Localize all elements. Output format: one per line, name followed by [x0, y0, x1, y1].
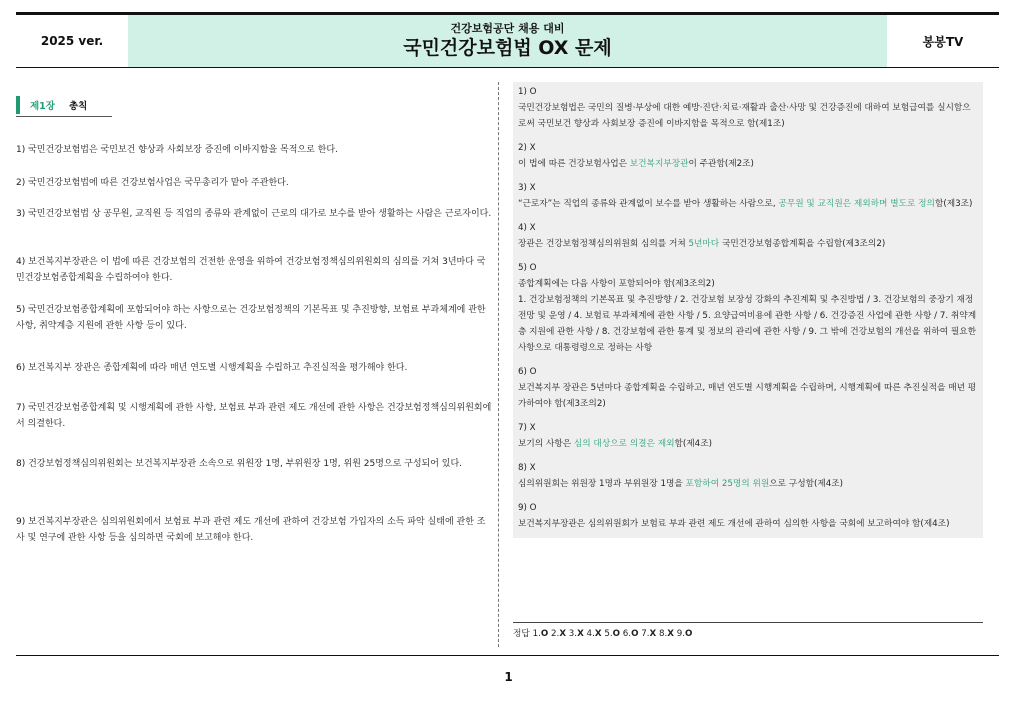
- header-title-block: [128, 15, 887, 67]
- page-title: 국민건강보험법 OX 문제: [403, 37, 612, 59]
- answer-text-tail: 함(제4조): [674, 439, 712, 449]
- page-number: 1: [504, 670, 513, 684]
- question-item: 6) 보건복지부 장관은 종합계획에 따라 매년 연도별 시행계획을 수립하고 추진실적을 평가해야 한다.: [16, 363, 408, 373]
- answer-head: 3) X: [518, 183, 536, 193]
- answer-text-tail: 이 주관함(제2조): [688, 159, 754, 169]
- answer-key-num: 1.: [532, 629, 541, 639]
- answer-key-val: X: [559, 629, 567, 639]
- chapter-underline: [16, 116, 112, 117]
- answer-highlight: 공무원 및 교직원은 제외하며 별도로 정의: [778, 199, 935, 209]
- answer-key-val: O: [631, 629, 639, 639]
- answers-box: [513, 82, 983, 538]
- answer-text: 장관은 건강보험정책심의위원회 심의를 거쳐: [518, 239, 689, 249]
- answer-body: [518, 100, 977, 132]
- answer-key-num: 3.: [568, 629, 578, 639]
- answer-key-label: 정답: [513, 629, 530, 639]
- answer-key-item: [659, 629, 674, 639]
- header-subtitle: 건강보험공단 채용 대비: [450, 22, 565, 35]
- answer-key-val: X: [649, 629, 657, 639]
- chapter-name: 총칙: [68, 101, 88, 112]
- answer-item: [518, 84, 977, 132]
- answer-key-item: [533, 629, 549, 639]
- answer-body: [518, 236, 977, 252]
- answer-item: [518, 500, 977, 532]
- answer-body: [518, 276, 977, 356]
- answer-key-num: 9.: [676, 629, 686, 639]
- answer-text-tail: 국민건강보험종합계획을 수립함(제3조의2): [719, 239, 886, 249]
- answer-text: 보건복지부장관은 심의위원회가 보험료 부과 관련 제도 개선에 관하여 심의한 사항을 국회에 보고하여야 함(제4조): [518, 519, 950, 529]
- answer-head: 8) X: [518, 463, 536, 473]
- answer-body: [518, 516, 977, 532]
- footer-rule: [16, 655, 999, 656]
- answer-key-num: 2.: [551, 629, 560, 639]
- answer-head: 9) O: [518, 503, 537, 513]
- question-item: 1) 국민건강보험법은 국민보건 향상과 사회보장 증진에 이바지함을 목적으로 한다.: [16, 145, 338, 155]
- answer-key-num: 5.: [604, 629, 613, 639]
- answer-key-val: O: [685, 629, 693, 639]
- answer-text: 보건복지부 장관은 5년마다 종합계획을 수립하고, 매년 연도별 시행계획을 수립하며, 시행계획에 따른 추진실적을 매년 평가하여야 함(제3조의2): [518, 383, 977, 409]
- answer-key-item: [569, 629, 584, 639]
- answer-head: 5) O: [518, 263, 537, 273]
- answer-head: 1) O: [518, 87, 537, 97]
- column-divider: [498, 82, 499, 647]
- answer-highlight: 5년마다: [688, 239, 720, 249]
- answer-body: [518, 156, 977, 172]
- chapter-number: 제1장: [30, 101, 55, 112]
- answer-key-item: [551, 629, 566, 639]
- answer-text: 보기의 사항은: [518, 439, 574, 449]
- answer-key-val: X: [594, 629, 602, 639]
- answer-key-num: 4.: [586, 629, 595, 639]
- question-item: 5) 국민건강보험종합계획에 포함되어야 하는 사항으로는 건강보험정책의 기본목표 및 추진방향, 보험료 부과체계에 관한 사항, 취약계층 지원에 관한 사항 등이 있다.: [16, 305, 486, 331]
- answer-key-item: [641, 629, 656, 639]
- channel-label: 봉봉TV: [922, 34, 964, 49]
- header-bottom-rule: [16, 67, 999, 68]
- answer-head: 4) X: [518, 223, 536, 233]
- answer-text: 심의위원회는 위원장 1명과 부위원장 1명을: [518, 479, 686, 489]
- answer-key-val: O: [612, 629, 620, 639]
- answer-key-val: X: [577, 629, 584, 639]
- answer-key-val: O: [540, 629, 549, 639]
- answer-text: 종합계획에는 다음 사항이 포함되어야 함(제3조의2) 1. 건강보험정책의 기본목표 및 추진방향 / 2. 건강보험 보장성 강화의 추진계획 및 추진방법 / 3. 건강보험의 중장기 재정 전망 및 운영 / 4. 보험료 부과체계에 관한 사항 / 5. 요양급여비용에 관한 사항 / 6. 건강증진 사업에 관한 사항 / 7. 취약계층 지원에 관한 사항 / 8. 건강보험에 관한 통계 및 정보의 관리에 관한 사항 / 9. 그 밖에 건강보험의 개선을 위하여 필요한 사항으로 대통령령으로 정하는 사항: [518, 279, 977, 353]
- answer-text-tail: 함(제3조): [934, 199, 973, 209]
- answer-text-tail: 으로 구성함(제4조): [769, 479, 844, 489]
- answer-text: 국민건강보험법은 국민의 질병·부상에 대한 예방·진단·치료·재활과 출산·사망 및 건강증진에 대하여 보험급여를 실시함으로써 국민보건 향상과 사회보장 증진에 이바지함을 목적으로 함(제1조): [518, 103, 971, 129]
- answer-head: 6) O: [518, 367, 537, 377]
- answer-item: [518, 460, 977, 492]
- answer-highlight: 포함하여 25명의 위원: [685, 479, 770, 489]
- answer-key-num: 6.: [622, 629, 632, 639]
- answer-highlight: 심의 대상으로 의결은 제외: [573, 439, 675, 449]
- answer-key: [513, 627, 692, 639]
- question-item: 8) 건강보험정책심의위원회는 보건복지부장관 소속으로 위원장 1명, 부위원장 1명, 위원 25명으로 구성되어 있다.: [16, 459, 463, 469]
- answers-column: [513, 82, 983, 538]
- question-item: 3) 국민건강보험법 상 공무원, 교직원 등 직업의 종류와 관계없이 근로의 대가로 보수를 받아 생활하는 사람은 근로자이다.: [16, 209, 492, 219]
- chapter-marker: [16, 96, 20, 114]
- answer-key-rule: [513, 622, 983, 623]
- answer-text: “근로자”는 직업의 종류와 관계없이 보수를 받아 생활하는 사람으로,: [518, 199, 779, 209]
- question-item: 2) 국민건강보험법에 따른 건강보험사업은 국무총리가 맡아 주관한다.: [16, 178, 289, 188]
- answer-key-num: 8.: [658, 629, 668, 639]
- answer-key-item: [604, 629, 620, 639]
- answer-body: [518, 476, 977, 492]
- answer-body: [518, 380, 977, 412]
- chapter-heading-row: [16, 96, 112, 114]
- chapter-heading: [16, 90, 112, 117]
- question-item: 4) 보건복지부장관은 이 법에 따른 건강보험의 건전한 운영을 위하여 건강보험정책심의위원회의 심의를 거쳐 3년마다 국민건강보험종합계획을 수립하여야 한다.: [16, 257, 486, 283]
- answer-item: [518, 140, 977, 172]
- answer-item: [518, 180, 977, 212]
- answer-key-item: [623, 629, 639, 639]
- answer-highlight: 보건복지부장관: [629, 159, 689, 169]
- answer-key-val: X: [667, 629, 674, 639]
- question-item: 7) 국민건강보험종합계획 및 시행계획에 관한 사항, 보험료 부과 관련 제도 개선에 관한 사항은 건강보험정책심의위원회에서 의결한다.: [16, 403, 492, 429]
- page-header: [16, 15, 999, 67]
- answer-body: [518, 196, 977, 212]
- answer-item: [518, 420, 977, 452]
- answer-key-num: 7.: [641, 629, 650, 639]
- answer-head: 7) X: [518, 423, 536, 433]
- answer-item: [518, 220, 977, 252]
- version-label: 2025 ver.: [40, 34, 104, 48]
- answer-item: [518, 364, 977, 412]
- answer-key-item: [587, 629, 602, 639]
- answer-key-item: [677, 629, 693, 639]
- answer-item: [518, 260, 977, 356]
- answer-text: 이 법에 따른 건강보험사업은: [518, 159, 630, 169]
- question-item: 9) 보건복지부장관은 심의위원회에서 보험료 부과 관련 제도 개선에 관하여 건강보험 가입자의 소득 파악 실태에 관한 조사 및 연구에 관한 사항 등을 심의하면 국회에 보고해야 한다.: [16, 517, 486, 543]
- answer-body: [518, 436, 977, 452]
- answer-head: 2) X: [518, 143, 536, 153]
